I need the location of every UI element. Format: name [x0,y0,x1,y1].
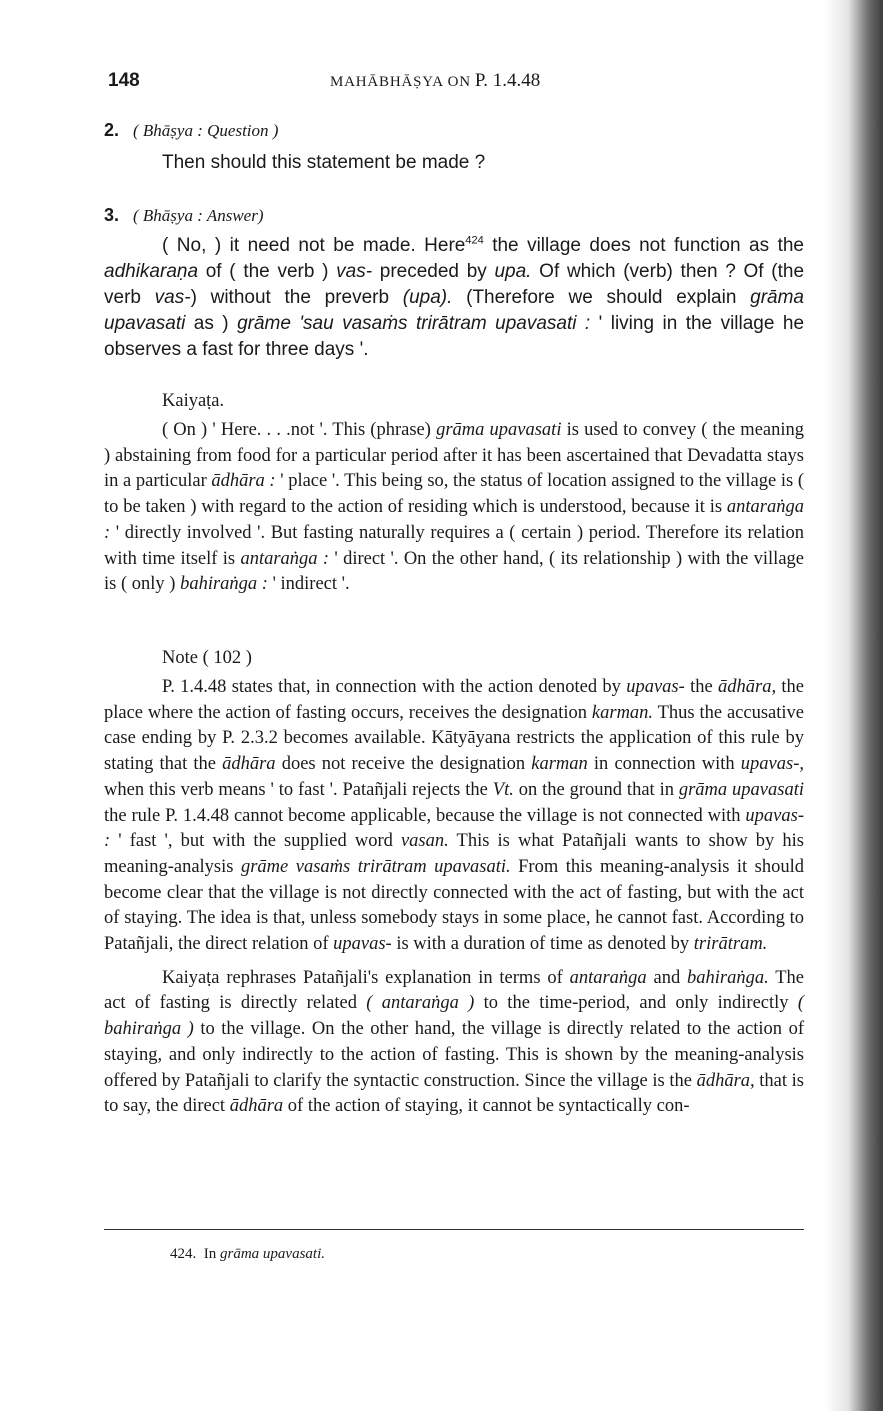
kaiyata-paragraph: ( On ) ' Here. . . .not '. This (phrase) grāma upavasati is used to convey ( the meaning ) abstaining from food for a particular period after it has been ascertained that Devadatta stays in a particular ādhāra : ' place '. This being so, the status of location assigned to the village is ( to be taken ) with regard to the action of residing which is understood, because it is antaraṅga : ' directly involved '. But fasting naturally requires a ( certain ) period. Therefore its relation with time itself is antaraṅga : ' direct '. On the other hand, ( its relationship ) with the village is ( only ) bahiraṅga : ' indirect '. [104,420,805,595]
section-tag: ( Bhāṣya : Question ) [133,121,279,140]
section-number: 2. [104,120,120,140]
section-2 [104,117,804,176]
note-section [104,645,804,1120]
section-text: ( No, ) it need not be made. Here$^{424}$ the village does not function as the adhikaraṇa of ( the verb ) vas- preceded by upa. Of which (verb) then ? Of (the verb vas-) without the preverb (upa). (Therefore we should explain grāma upavasati as ) grāme 'sau vasaṁs trirātram upavasati : ' living in the village he observes a fast for three days '. [104,234,805,360]
section-heading [104,202,804,229]
rule-reference: P. 1.4.48 [474,70,541,91]
section-3 [104,202,804,363]
note-paragraph-2: Kaiyaṭa rephrases Patañjali's explanation in terms of antaraṅga and bahiraṅga. The act of fasting is directly related ( antaraṅga ) to the time-period, and only indirectly ( bahiraṅga ) to the village. On the other hand, the village is directly related to the action of staying, and only indirectly to the action of fasting. This is shown by the meaning-analysis offered by Patañjali to clarify the syntactic construction. Since the village is the ādhāra, that is to say, the direct ādhāra of the action of staying, it cannot be syntactically con- [104,967,804,1117]
footnote-reference: 424 [465,234,484,247]
section-tag: ( Bhāṣya : Answer) [133,206,264,225]
footnote-divider [104,1229,804,1230]
running-title: MAHĀBHĀṢYA ON P. 1.4.48 [330,70,541,91]
kaiyata-section [104,388,804,598]
note-paragraph-1: P. 1.4.48 states that, in connection with the action denoted by upavas- the ādhāra, the place where the action of fasting occurs, receives the designation karman. Thus the accusative case ending by P. 2.3.2 becomes available. Kātyāyana restricts the application of this rule by stating that the ādhāra does not receive the designation karman in connection with upavas-, when this verb means ' to fast '. Patañjali rejects the Vt. on the ground that in grāma upavasati the rule P. 1.4.48 cannot become applicable, because the village is not connected with upavas- : ' fast ', but with the supplied word vasan. This is what Patañjali wants to show by his meaning-analysis grāme vasaṁs trirātram upavasati. From this meaning-analysis it should become clear that the village is not directly connected with the act of fasting, but with the act of staying. The idea is that, unless somebody stays in some place, he cannot fast. According to Patañjali, the direct relation of upavas- is with a duration of time as denoted by trirātram. [104,677,805,955]
page-number: 148 [108,70,140,91]
section-number: 3. [104,205,120,225]
page-edge-shadow [825,0,883,1411]
note-label: Note ( 102 ) [162,648,252,668]
kaiyata-label: Kaiyaṭa. [162,391,225,411]
footnote-number: 424. [170,1246,197,1262]
section-heading [104,117,804,144]
running-header [108,70,808,100]
footnote: 424. In grāma upavasati. [170,1246,325,1262]
section-text: Then should this statement be made ? [162,152,486,173]
